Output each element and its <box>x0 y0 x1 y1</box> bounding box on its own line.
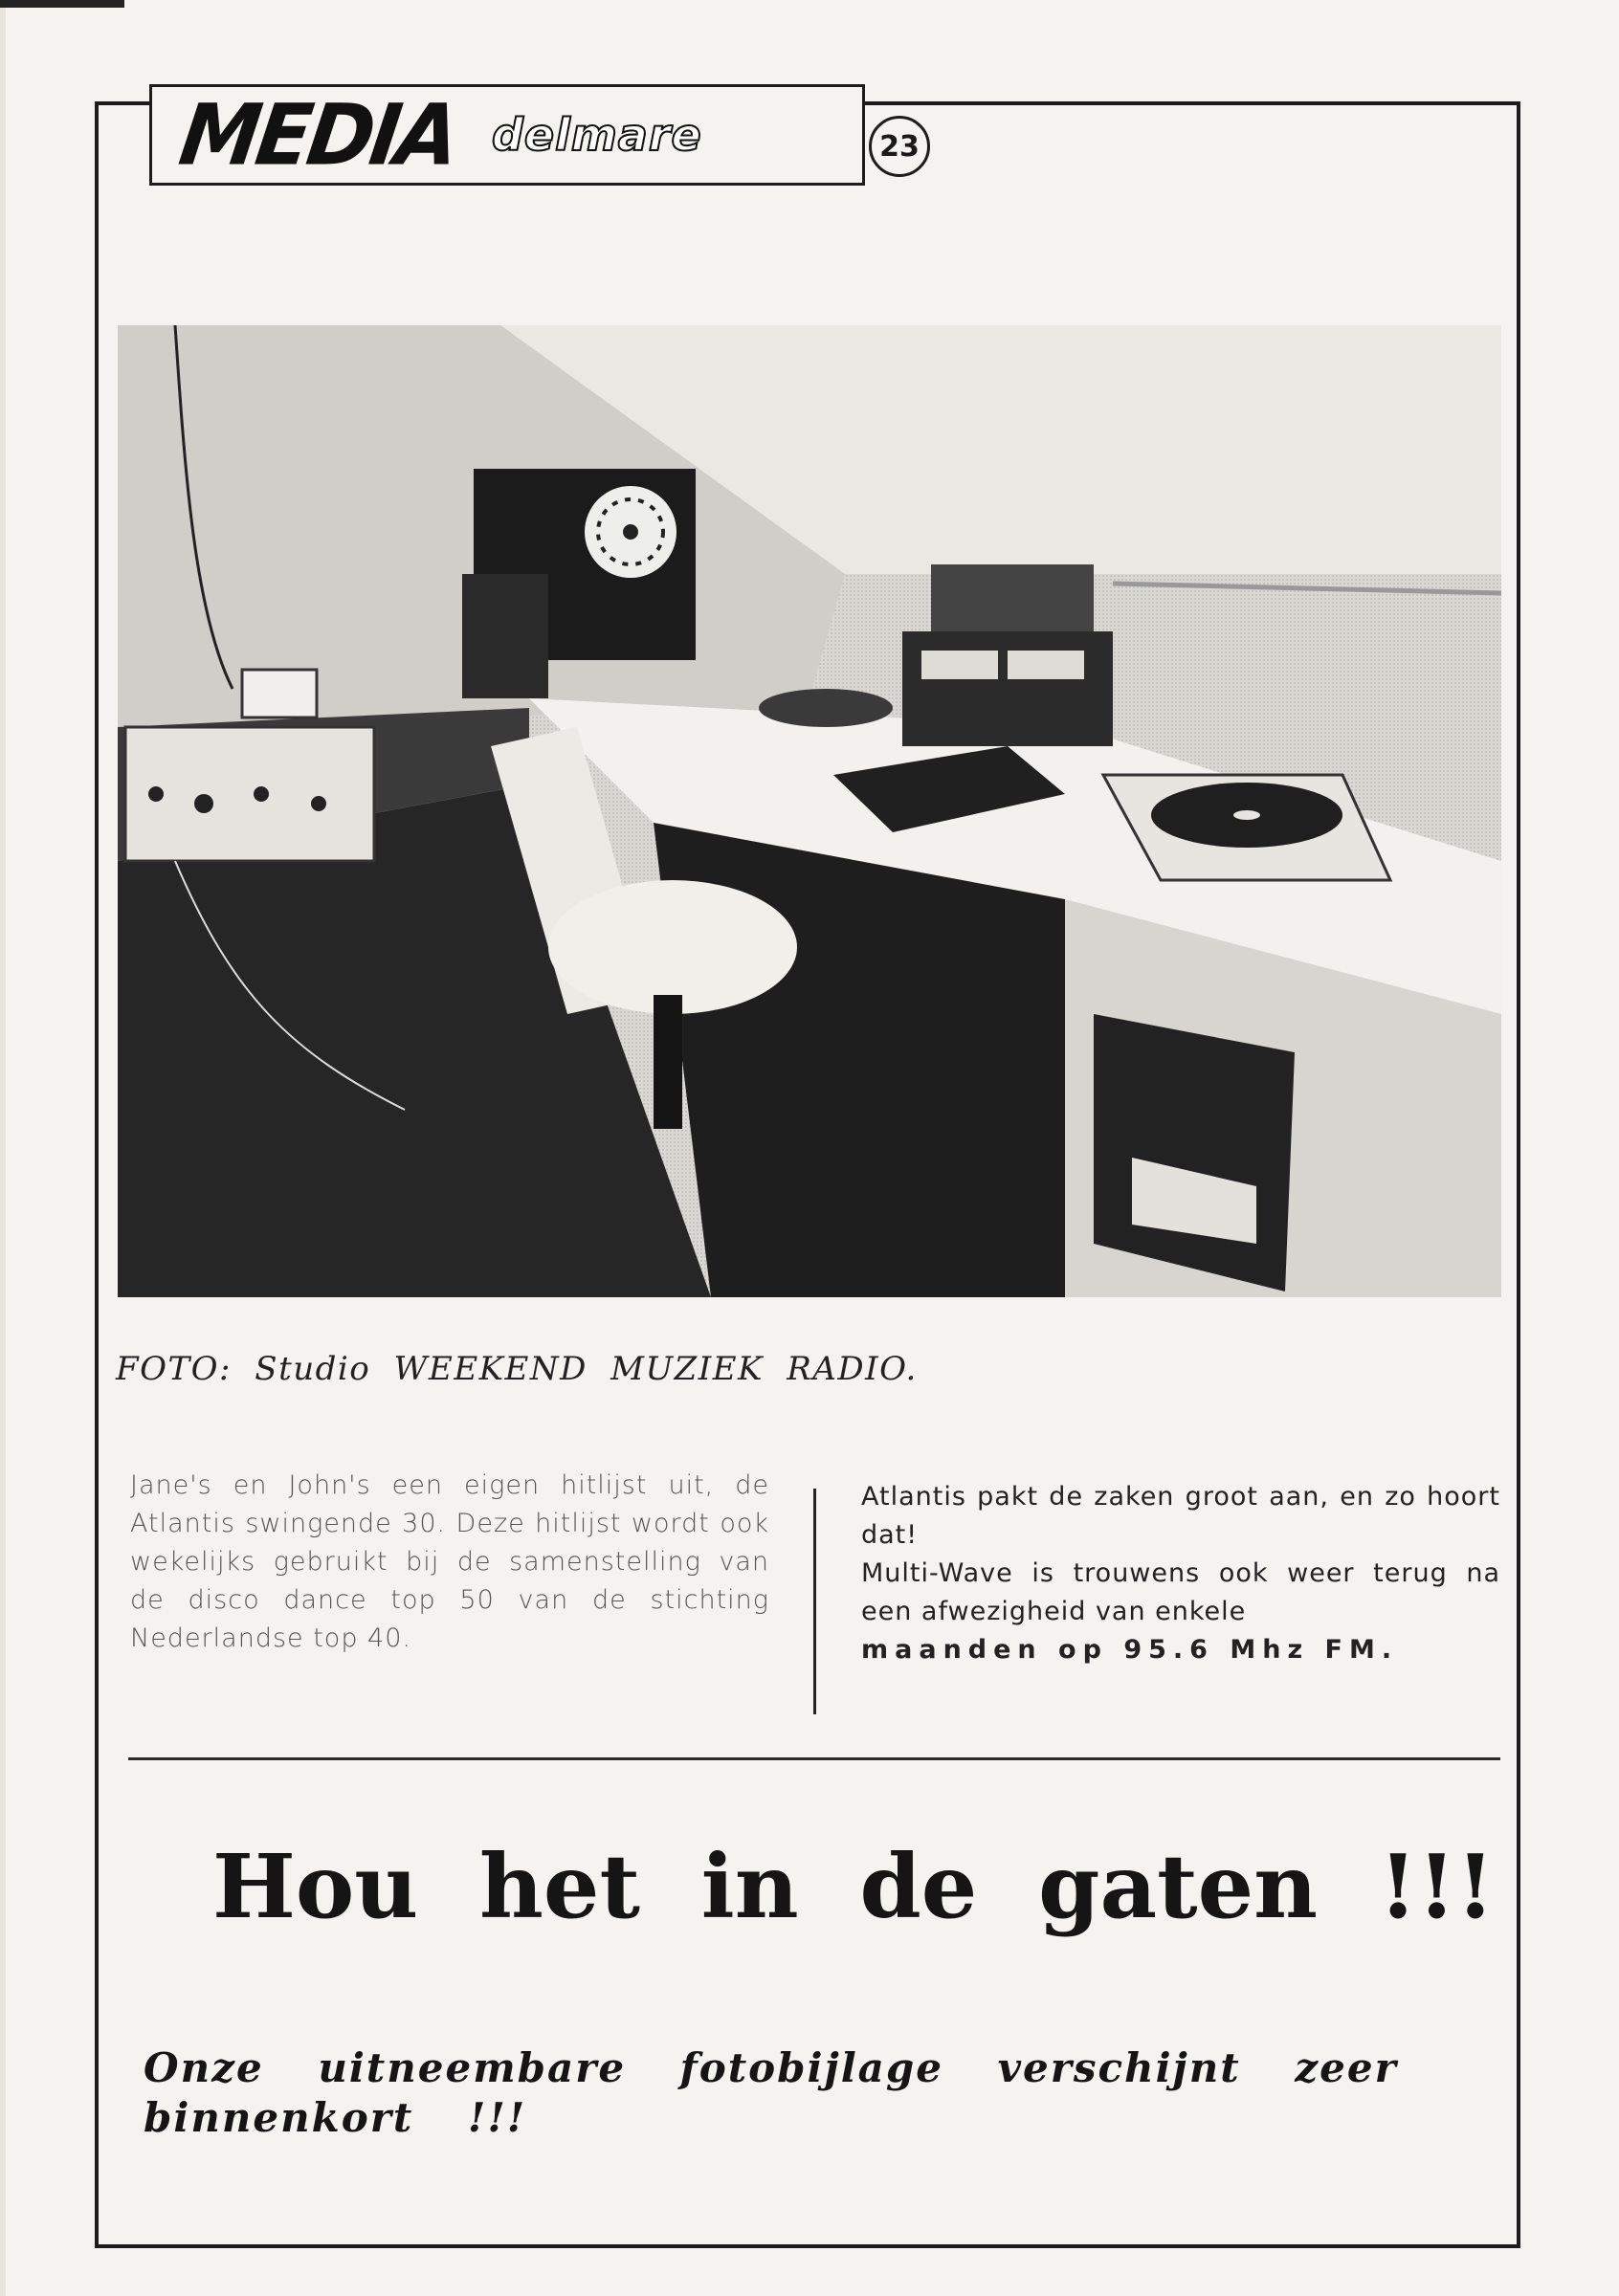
scan-edge <box>0 0 6 2296</box>
headline-word: Hou <box>212 1835 419 1938</box>
right-column-text-2: Multi-Wave is trouwens ook weer terug na een afwezigheid van enkele <box>861 1558 1500 1626</box>
photo-caption: FOTO: Studio WEEKEND MUZIEK RADIO. <box>116 1350 918 1388</box>
masthead-title: MEDIA <box>173 85 463 185</box>
right-column-text-1: Atlantis pakt de zaken groot aan, en zo hoort dat! <box>861 1482 1500 1550</box>
headline-word: gaten <box>1038 1835 1318 1938</box>
page-number: 23 <box>869 116 930 177</box>
scan-mark <box>0 0 124 8</box>
headline-word: het <box>479 1835 640 1938</box>
horizontal-rule <box>128 1757 1500 1760</box>
article-left-column <box>130 1467 769 1658</box>
headline-word: de <box>859 1835 978 1938</box>
headline-word: in <box>700 1835 799 1938</box>
headline-word: !!! <box>1378 1835 1495 1938</box>
article-right-column <box>861 1478 1500 1669</box>
masthead-subtitle: delmare <box>491 109 702 161</box>
supplement-notice: Onze uitneembare fotobijlage verschijnt zeer binnenkort !!! <box>144 2044 1398 2141</box>
right-column-text-3: maanden op 95.6 Mhz FM. <box>861 1635 1399 1665</box>
studio-photo <box>118 325 1501 1297</box>
masthead <box>149 84 865 186</box>
column-divider <box>813 1489 816 1714</box>
headline <box>212 1835 1495 1938</box>
left-column-text: Jane's en John's een eigen hitlijst uit, de Atlantis swingende 30. Deze hitlijst wordt ook wekelijks gebruikt bij de samenstelling van de disco dance top 50 van de stichting Nederlandse top 40. <box>130 1470 769 1653</box>
radio-studio-photo <box>118 325 1501 1297</box>
